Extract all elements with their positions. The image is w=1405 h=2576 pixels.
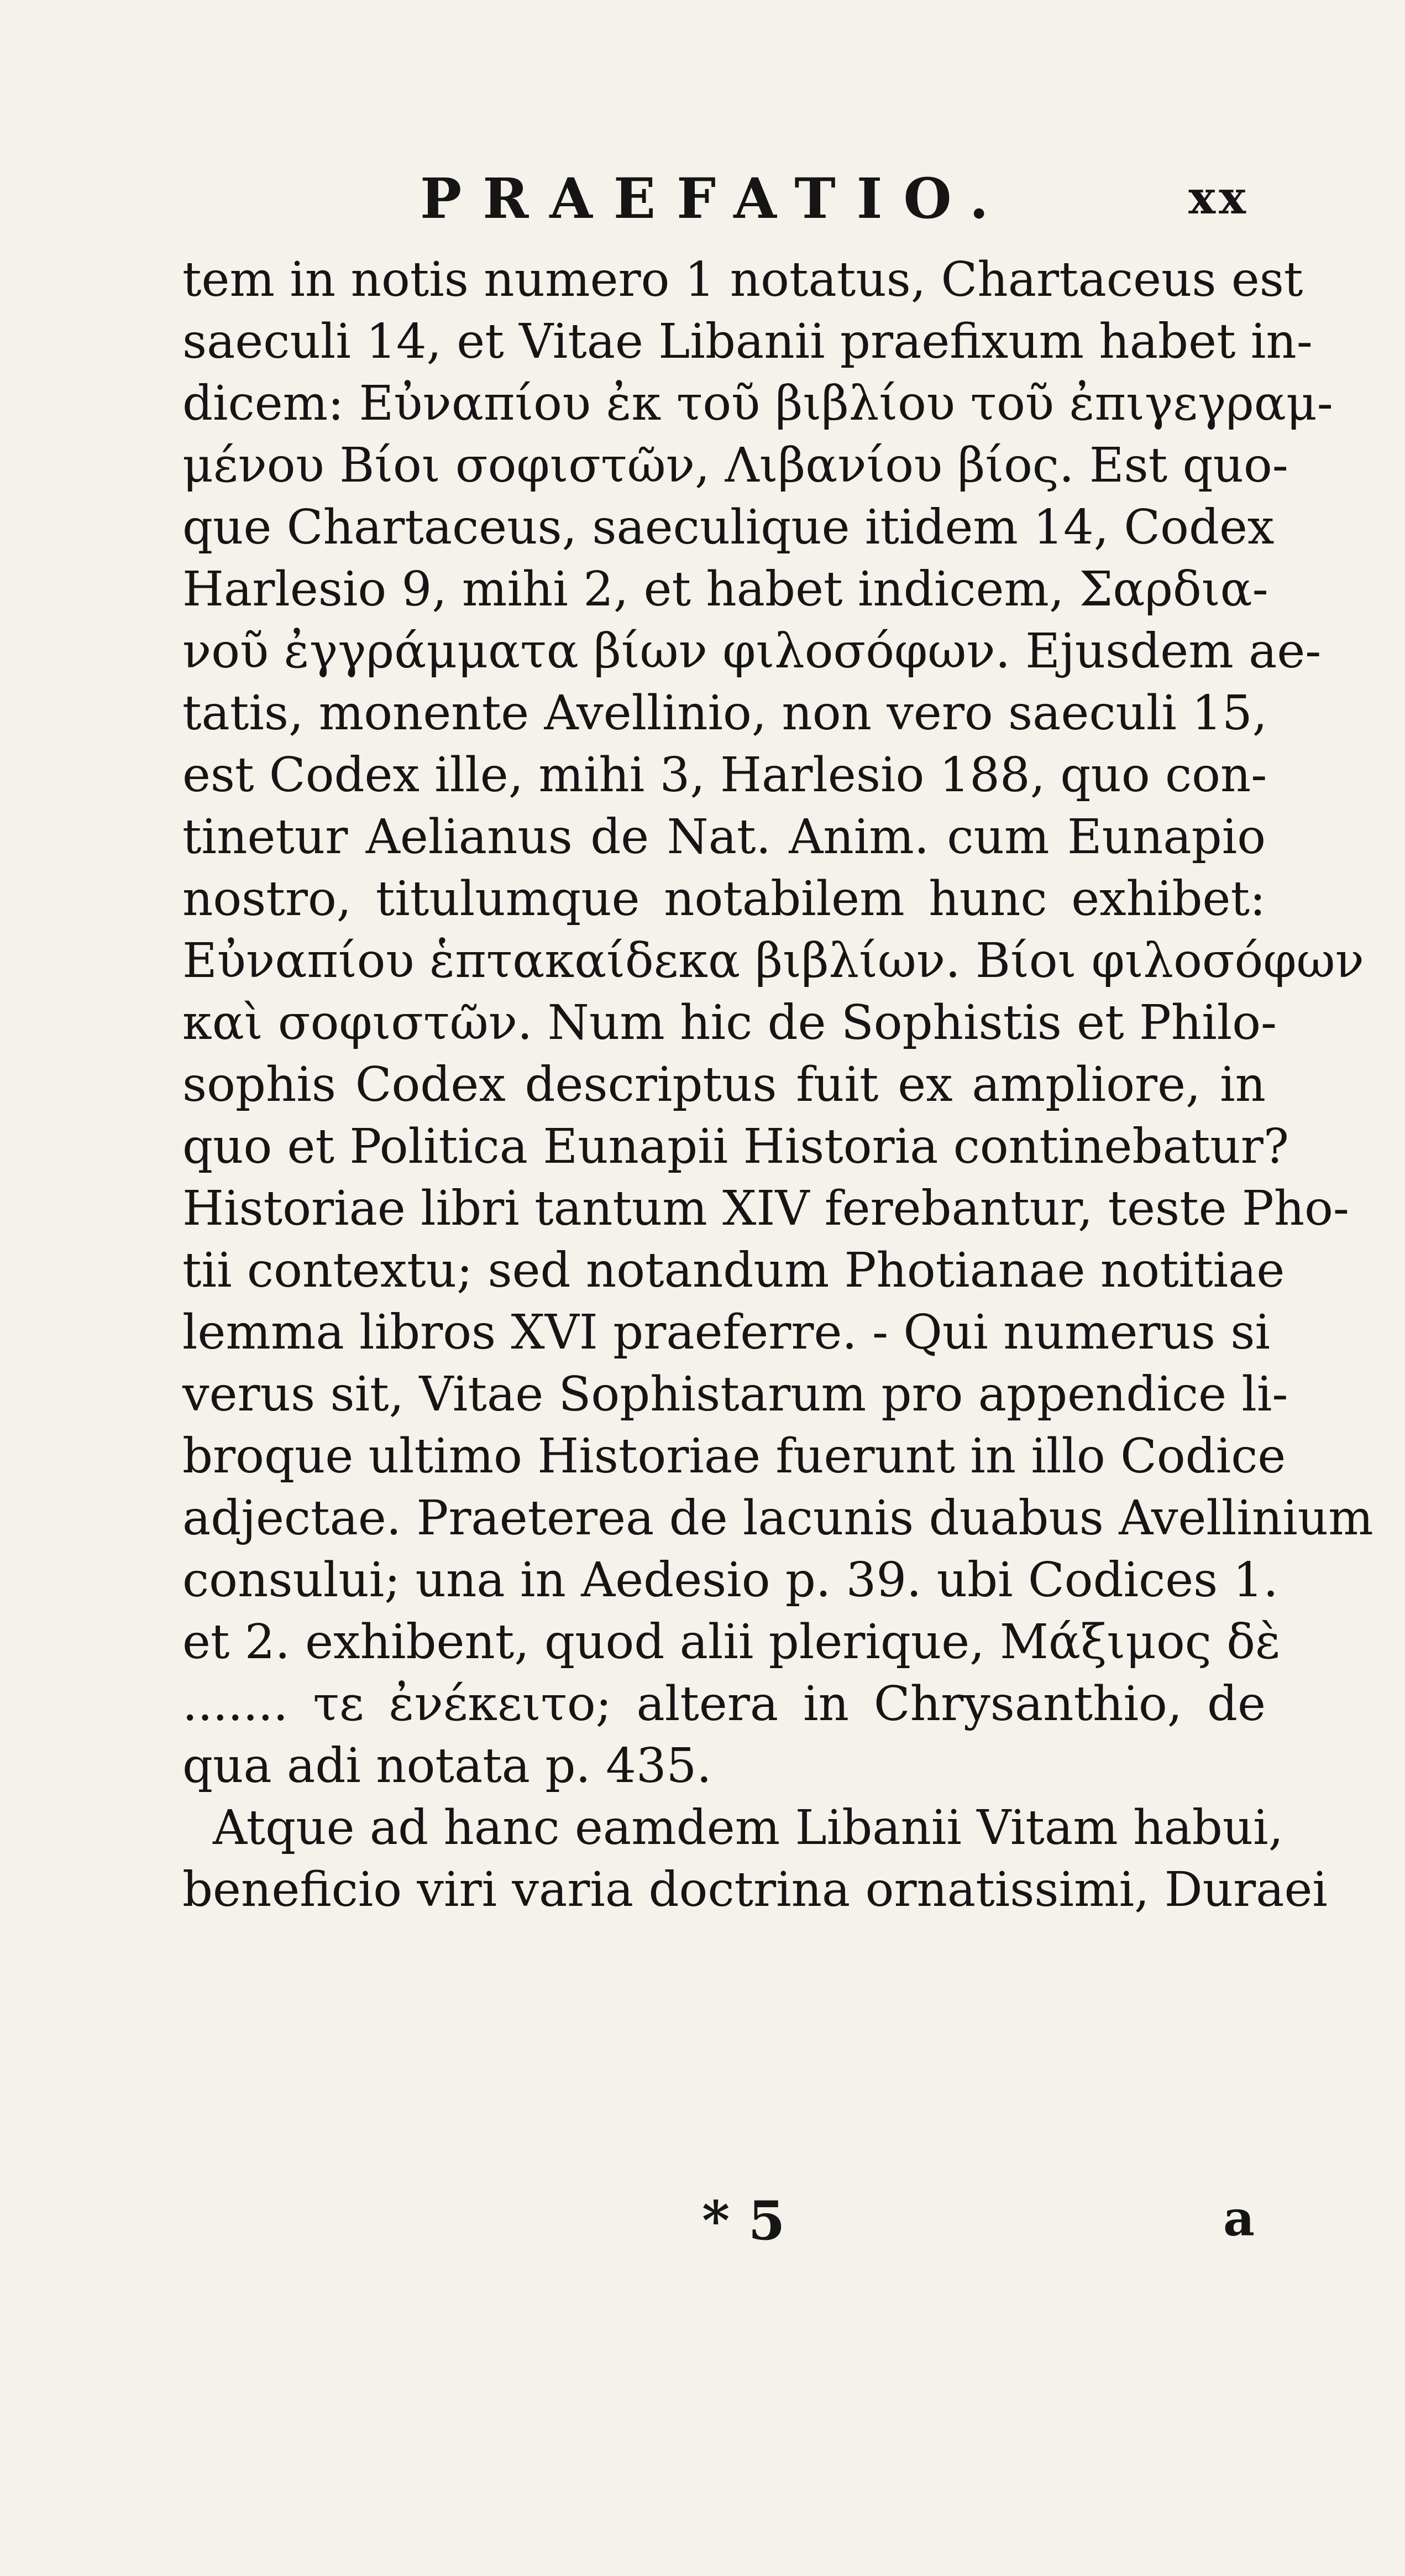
page-header xyxy=(310,160,1249,238)
text-line: Harlesio 9, mihi 2, et habet indicem, Σαρδια- xyxy=(182,562,1268,617)
text-line: ....... τε ἐνέκειτο; altera in Chrysanthio, de xyxy=(182,1676,1266,1732)
text-line: Historiae libri tantum XIV ferebantur, teste Pho- xyxy=(182,1181,1349,1236)
body-text xyxy=(182,249,1373,1921)
text-line: lemma libros XVI praeferre. - Qui numerus si xyxy=(182,1305,1270,1360)
text-line: tatis, monente Avellinio, non vero saeculi 15, xyxy=(182,686,1268,741)
text-line: dicem: Εὐναπίου ἐκ τοῦ βιβλίου τοῦ ἐπιγεγραμ- xyxy=(182,376,1333,431)
text-line: saeculi 14, et Vitae Libanii praefixum habet in- xyxy=(182,314,1313,369)
page-footer xyxy=(182,2190,1266,2267)
text-line: μένου Βίοι σοφιστῶν, Λιβανίου βίος. Est quo- xyxy=(182,438,1288,493)
text-line: tinetur Aelianus de Nat. Anim. cum Eunapio xyxy=(182,809,1266,865)
text-line: et 2. exhibent, quod alii plerique, Μάξιμος δὲ xyxy=(182,1614,1281,1670)
running-title: PRAEFATIO. xyxy=(420,166,1010,231)
text-line: verus sit, Vitae Sophistarum pro appendice li- xyxy=(182,1367,1288,1422)
text-line: sophis Codex descriptus fuit ex ampliore, in xyxy=(182,1057,1266,1112)
catchword: a xyxy=(1223,2190,1255,2247)
text-line: tii contextu; sed notandum Photianae notitiae xyxy=(182,1243,1285,1298)
text-line: tem in notis numero 1 notatus, Chartaceus est xyxy=(182,252,1303,307)
text-line: quo et Politica Eunapii Historia continebatur? xyxy=(182,1119,1289,1174)
text-line: consului; una in Aedesio p. 39. ubi Codices 1. xyxy=(182,1553,1278,1608)
text-line: νοῦ ἐγγράμματα βίων φιλοσόφων. Ejusdem ae- xyxy=(182,624,1322,679)
text-line: Atque ad hanc eamdem Libanii Vitam habui, xyxy=(213,1800,1284,1856)
text-line: qua adi notata p. 435. xyxy=(182,1738,712,1794)
text-line: beneficio viri varia doctrina ornatissimi, Duraei xyxy=(182,1862,1328,1917)
text-line: adjectae. Praeterea de lacunis duabus Avellinium xyxy=(182,1491,1373,1546)
text-line: que Chartaceus, saeculique itidem 14, Codex xyxy=(182,500,1275,555)
signature-mark: * 5 xyxy=(702,2190,785,2252)
text-line: Εὐναπίου ἑπτακαίδεκα βιβλίων. Βίοι φιλοσόφων xyxy=(182,933,1364,989)
text-line: broque ultimo Historiae fuerunt in illo Codice xyxy=(182,1429,1286,1484)
text-line: est Codex ille, mihi 3, Harlesio 188, quo con- xyxy=(182,748,1267,803)
text-line: καὶ σοφιστῶν. Num hic de Sophistis et Philo- xyxy=(182,995,1277,1051)
text-line: nostro, titulumque notabilem hunc exhibet: xyxy=(182,871,1266,927)
page-number: xx xyxy=(1188,171,1249,224)
